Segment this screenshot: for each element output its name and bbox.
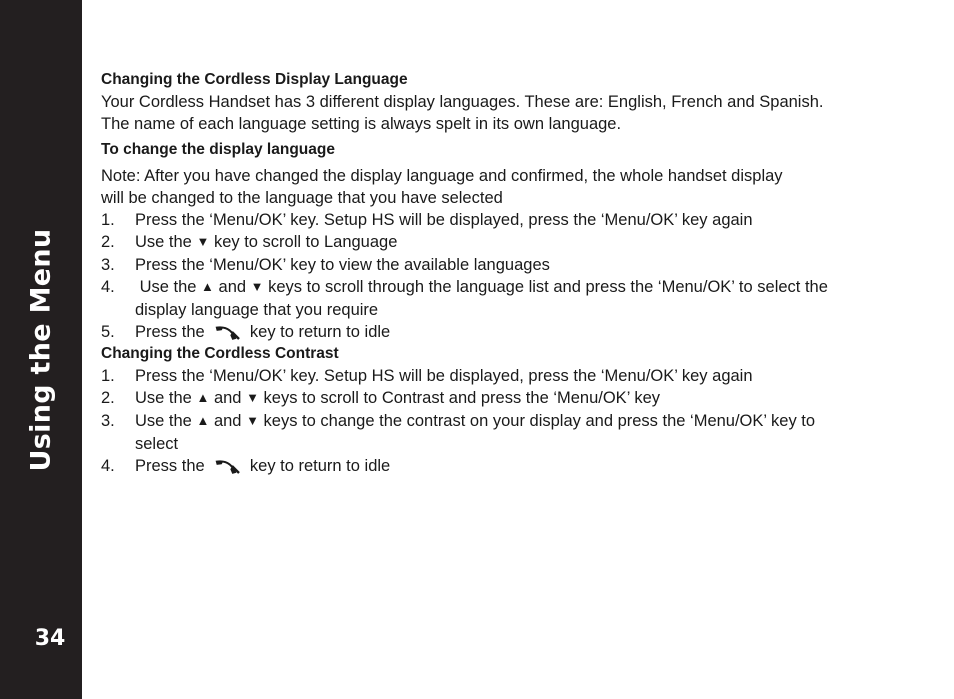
up-arrow-icon: ▲ — [201, 279, 214, 294]
step-text-post: key to return to idle — [249, 323, 391, 341]
language-step-4 — [101, 276, 931, 321]
intro-line-2: The name of each language setting is always spelt in its own language. — [101, 115, 622, 133]
step-text: Press the ‘Menu/OK’ key. Setup HS will be displayed, press the ‘Menu/OK’ key again — [135, 211, 753, 229]
step-text: Press the ‘Menu/OK’ key to view the available languages — [135, 256, 550, 274]
step-text-pre: Use the — [135, 412, 192, 430]
step-text-pre: Use the — [135, 278, 197, 296]
step-text-post: key to return to idle — [249, 457, 391, 475]
step-number: 2. — [101, 233, 115, 251]
step-text-pre: Use the — [135, 389, 192, 407]
section-heading-contrast: Changing the Cordless Contrast — [101, 345, 339, 362]
page-number: 34 — [34, 626, 66, 651]
step-text-line2: select — [135, 435, 179, 453]
step-number: 4. — [101, 278, 115, 296]
step-number: 4. — [101, 457, 115, 475]
step-text-post: key to scroll to Language — [213, 233, 398, 251]
step-text-mid: and — [213, 412, 242, 430]
step-text-post: keys to scroll to Contrast and press the ‘Menu/OK’ key — [263, 389, 661, 407]
step-text — [135, 455, 931, 477]
down-arrow-icon: ▼ — [246, 390, 259, 405]
sidebar — [0, 0, 82, 699]
step-text-mid: and — [218, 278, 247, 296]
contrast-step-4 — [101, 455, 931, 477]
section-heading-language: Changing the Cordless Display Language — [101, 71, 408, 88]
step-number: 1. — [101, 211, 115, 229]
contrast-step-1 — [101, 365, 931, 387]
step-text-pre: Press the — [135, 323, 205, 341]
step-text-pre: Press the — [135, 457, 205, 475]
up-arrow-icon: ▲ — [196, 413, 210, 428]
step-text-pre: Use the — [135, 233, 192, 251]
page-content — [101, 69, 931, 477]
down-arrow-icon: ▼ — [246, 413, 259, 428]
step-text-mid: and — [213, 389, 242, 407]
language-step-2 — [101, 231, 931, 254]
step-text-line2: display language that you require — [135, 301, 379, 319]
step-text — [135, 321, 931, 343]
step-text: Press the ‘Menu/OK’ key. Setup HS will be displayed, press the ‘Menu/OK’ key again — [135, 367, 753, 385]
note-line-2: will be changed to the language that you have selected — [101, 189, 503, 207]
step-number: 5. — [101, 323, 115, 341]
language-step-5 — [101, 321, 931, 343]
down-arrow-icon: ▼ — [196, 234, 210, 249]
step-text — [135, 276, 931, 321]
down-arrow-icon: ▼ — [250, 279, 264, 294]
subheading-change-language: To change the display language — [101, 141, 335, 158]
up-arrow-icon: ▲ — [196, 390, 210, 405]
step-number: 3. — [101, 256, 115, 274]
contrast-step-2 — [101, 387, 931, 410]
step-number: 3. — [101, 412, 115, 430]
end-call-handset-icon — [212, 322, 242, 340]
step-number: 1. — [101, 367, 115, 385]
step-text-post: keys to scroll through the language list and press the ‘Menu/OK’ to select the — [268, 278, 828, 296]
step-text — [135, 410, 931, 455]
step-text-post: keys to change the contrast on your display and press the ‘Menu/OK’ key to — [263, 412, 816, 430]
end-call-handset-icon — [212, 456, 242, 474]
step-text — [135, 387, 931, 410]
chapter-title: Using the Menu — [25, 228, 57, 472]
step-text — [135, 231, 931, 254]
contrast-step-3 — [101, 410, 931, 455]
intro-line-1: Your Cordless Handset has 3 different display languages. These are: English, French and Spanish. — [101, 93, 824, 111]
step-number: 2. — [101, 389, 115, 407]
language-step-3 — [101, 254, 931, 276]
note-line-1: Note: After you have changed the display language and confirmed, the whole handset display — [101, 167, 783, 185]
language-step-1 — [101, 209, 931, 231]
